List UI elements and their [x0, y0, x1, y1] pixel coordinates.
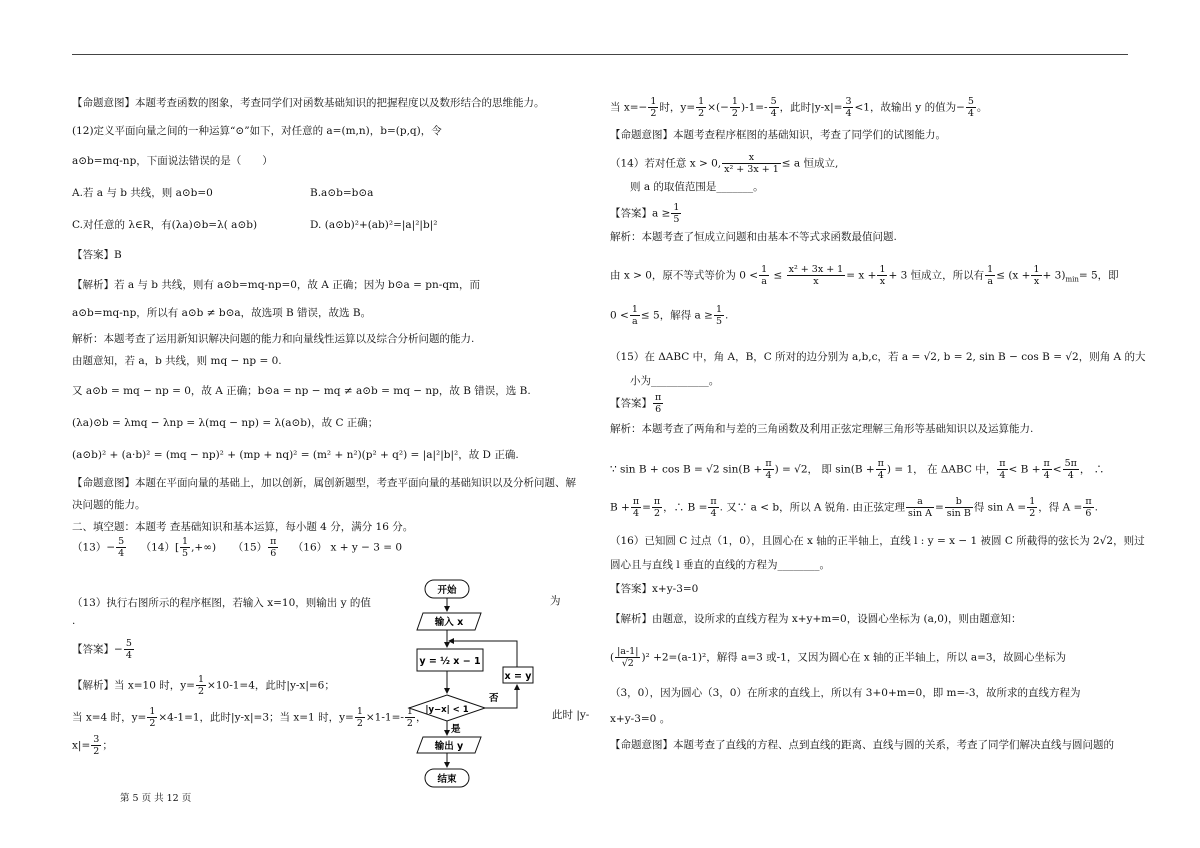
fraction: $\frac{x}{\text{x² + 3x + 1}}$: [724, 152, 779, 175]
text-line: 由题意知，若 a，b 共线，则 mq − np = 0.: [72, 355, 282, 367]
assign-label: y = ½ x − 1: [419, 656, 481, 667]
fraction: $\frac{5}{4}$: [118, 536, 125, 559]
fraction: $\frac{1}{2}$: [356, 706, 363, 729]
fraction: $\frac{1}{5}$: [715, 304, 722, 327]
option-c: C.对任意的 λ∈R，有(λa)⊙b=λ( a⊙b): [72, 219, 258, 231]
answer-line: 【答案】a ≥ $\frac{1}{5}$: [610, 202, 680, 225]
text-line: 为: [550, 595, 561, 607]
answer-label: 【答案】B: [72, 249, 122, 261]
text-line: 解析：本题考查了两角和与差的三角函数及利用正弦定理解三角形等基础知识以及运算能力.: [610, 423, 1034, 435]
input-label: 输入 x: [434, 617, 464, 628]
no-label: 否: [489, 693, 499, 704]
fraction: $\frac{|a-1|}{√2}$: [617, 646, 639, 669]
text-line: .: [72, 615, 76, 627]
text-line: 当 x=− $\frac{1}{2}$ 时，y= $\frac{1}{2}$ ×(− $\frac{1}{2}$ )-1=- $\frac{5}{4}$ ，此时|y-x|= $\frac{3}{4}$ <1，故输出 y 的值为− $\frac{5}{4}$ 。: [610, 96, 988, 119]
swap-label: x = y: [504, 671, 532, 682]
answer-label: 【答案】x+y-3=0: [610, 583, 699, 595]
fraction: $\frac{1}{2}$: [650, 96, 657, 119]
option-a: A.若 a 与 b 共线，则 a⊙b=0: [72, 187, 213, 199]
fraction: $\frac{1}{2}$: [198, 674, 205, 697]
text-line: 此时 |y-: [552, 709, 590, 721]
fraction: $\frac{1}{2}$: [406, 706, 413, 729]
answer-line: 【答案】− $\frac{5}{4}$: [72, 638, 132, 661]
fraction: $\frac{1}{x}$: [879, 264, 886, 287]
answer-line: 【答案】 $\frac{\pi}{6}$: [610, 392, 662, 415]
fraction: $\frac{3}{4}$: [845, 96, 852, 119]
option-d: D. (a⊙b)²+(ab)²=|a|²|b|²: [310, 219, 438, 231]
page-footer: 第 5 页 共 12 页: [120, 793, 192, 804]
text-line: 【命题意图】本题考查了直线的方程、点到直线的距离、直线与圆的关系，考查了同学们解决直线与圆问题的: [610, 739, 1114, 751]
text-line: x+y-3=0 。: [610, 713, 671, 725]
fraction: $\frac{\text{x² + 3x + 1}}{x}$: [788, 264, 844, 287]
text-line: 决问题的能力。: [72, 499, 146, 511]
text-line: (12)定义平面向量之间的一种运算“⊙”如下，对任意的 a=(m,n)，b=(p,q)，令: [72, 125, 442, 137]
text-line: （16）已知圆 C 过点（1，0），且圆心在 x 轴的正半轴上，直线 l : y = x − 1 被圆 C 所截得的弦长为 2√2，则过: [610, 535, 1145, 547]
fraction: $\frac{1}{2}$: [698, 96, 705, 119]
start-label: 开始: [437, 585, 457, 596]
end-label: 结束: [437, 774, 457, 785]
text-line: 由 x > 0，原不等式等价为 0 < $\frac{1}{a}$ ≤ $\frac{\text{x² + 3x + 1}}{x}$ = x + $\frac{1}{x}$ + 3 恒成立，所以有 $\frac{1}{a}$ ≤ (x + $\frac{1}{x}$ + $3)_{min}= 5$，即: [610, 264, 1119, 287]
decision-label: |y−x| < 1: [425, 705, 469, 715]
text-line: a⊙b=mq-np，所以有 a⊙b ≠ b⊙a，故选项 B 错误，故选 B。: [72, 307, 372, 319]
text-line: （14）若对任意 x > 0, $\frac{x}{\text{x² + 3x + 1}}$ ≤ a 恒成立,: [610, 152, 839, 175]
fraction: $\frac{1}{x}$: [1033, 264, 1040, 287]
text-line: ∵ sin B + cos B = √2 sin(B + $\frac{\pi}{4}$ ) = √2， 即 sin(B + $\frac{\pi}{4}$ ) = 1， 在 ΔABC 中， $\frac{\pi}{4}$ < B + $\frac{\pi}{4}$ < $\frac{5\pi}{4}$ ， ∴: [610, 458, 1105, 481]
section-heading: 二、填空题：本题考 查基础知识和基本运算，每小题 4 分，满分 16 分。: [72, 521, 414, 533]
text-line: a⊙b=mq-np，下面说法错误的是（ ）: [72, 155, 273, 167]
fraction: $\frac{1}{a}$: [631, 304, 638, 327]
text-line: x|= $\frac{3}{2}$ ；: [72, 734, 113, 757]
text-line: 【命题意图】本题考查程序框图的基础知识，考查了同学们的试图能力。: [610, 129, 946, 141]
text-line: 【命题意图】本题考查函数的图象，考查同学们对函数基础知识的把握程度以及数形结合的思维能力。: [72, 97, 545, 109]
text-line: (λa)⊙b = λmq − λnp = λ(mq − np) = λ(a⊙b)，故 C 正确；: [72, 417, 379, 429]
text-line: 圆心且与直线 l 垂直的直线的方程为________。: [610, 559, 831, 571]
text-line: 当 x=4 时，y= $\frac{1}{2}$ ×4-1=1，此时|y-x|=3；当 x=1 时，y= $\frac{1}{2}$ ×1-1=- $\frac{1}{2}$ ，: [72, 706, 427, 729]
fraction: $\frac{1}{5}$: [182, 536, 189, 559]
fraction: $\frac{\pi}{6}$: [270, 536, 277, 559]
fraction: $\frac{1}{2}$: [731, 96, 738, 119]
text-line: B + $\frac{\pi}{4}$ = $\frac{\pi}{2}$ ，∴ B = $\frac{\pi}{4}$ . 又∵ a < b，所以 A 锐角. 由正弦定理 $\frac{a}{\text{sin A}}$ = $\frac{b}{\text{sin B}}$ 得 sin A = $\frac{1}{2}$ ，得 A = $\frac{\pi}{6}$ .: [610, 496, 1098, 519]
fraction: $\frac{5}{4}$: [125, 638, 132, 661]
header-rule: [72, 54, 1128, 55]
fraction: $\frac{1}{a}$: [987, 264, 994, 287]
fill-answers: （13）− $\frac{5}{4}$ （14）[ $\frac{1}{5}$ ,+∞) （15） $\frac{\pi}{6}$ （16） x + y − 3 = 0: [72, 536, 403, 559]
flowchart: [405, 575, 545, 790]
option-b: B.a⊙b=b⊙a: [310, 187, 374, 199]
output-label: 输出 y: [434, 741, 464, 752]
fraction: $\frac{1}{5}$: [673, 202, 680, 225]
text-line: 【解析】当 x=10 时，y= $\frac{1}{2}$ ×10-1=4，此时|y-x|=6；: [72, 674, 335, 697]
fraction: $\frac{3}{2}$: [93, 734, 100, 757]
text-line: 【解析】若 a 与 b 共线，则有 a⊙b=mq-np=0，故 A 正确；因为 b⊙a = pn-qm，而: [72, 279, 480, 291]
fraction: $\frac{1}{a}$: [761, 264, 768, 287]
fraction: $\frac{5}{4}$: [967, 96, 974, 119]
text-line: 小为___________。: [630, 375, 720, 387]
text-line: 解析：本题考查了运用新知识解决问题的能力和向量线性运算以及综合分析问题的能力.: [72, 333, 475, 345]
yes-label: 是: [451, 724, 461, 735]
text-line: (a⊙b)² + (a·b)² = (mq − np)² + (mp + nq)² = (m² + n²)(p² + q²) = |a|²|b|²，故 D 正确.: [72, 449, 519, 461]
text-line: 解析：本题考查了恒成立问题和由基本不等式求函数最值问题.: [610, 231, 897, 243]
text-line: （13）执行右图所示的程序框图，若输入 x=10，则输出 y 的值: [72, 597, 371, 609]
text-line: 0 < $\frac{1}{a}$ ≤ 5，解得 a ≥ $\frac{1}{5}$ .: [610, 304, 729, 327]
text-line: （3，0），因为圆心（3，0）在所求的直线上，所以有 3+0+m=0，即 m=-3，故所求的直线方程为: [610, 687, 1081, 699]
fraction: $\frac{5}{4}$: [770, 96, 777, 119]
text-line: 【解析】由题意，设所求的直线方程为 x+y+m=0，设圆心坐标为 (a,0)，则由题意知：: [610, 613, 1022, 625]
fraction: $\frac{\pi}{6}$: [655, 392, 662, 415]
text-line: 则 a 的取值范围是_______。: [630, 181, 764, 193]
text-line: （15）在 ΔABC 中，角 A，B，C 所对的边分别为 a,b,c，若 a = √2, b = 2, sin B − cos B = √2，则角 A 的大: [610, 351, 1146, 363]
text-line: 【命题意图】本题在平面向量的基础上，加以创新，属创新题型，考查平面向量的基础知识以及分析问题、解: [72, 477, 576, 489]
text-line: 又 a⊙b = mq − np = 0，故 A 正确；b⊙a = np − mq ≠ a⊙b = mq − np，故 B 错误，选 B.: [72, 385, 531, 397]
fraction: $\frac{1}{2}$: [149, 706, 156, 729]
text-line: ( $\frac{|a-1|}{√2}$ )² +2=(a-1)²，解得 a=3 或-1，又因为圆心在 x 轴的正半轴上，所以 a=3，故圆心坐标为: [610, 646, 1067, 669]
